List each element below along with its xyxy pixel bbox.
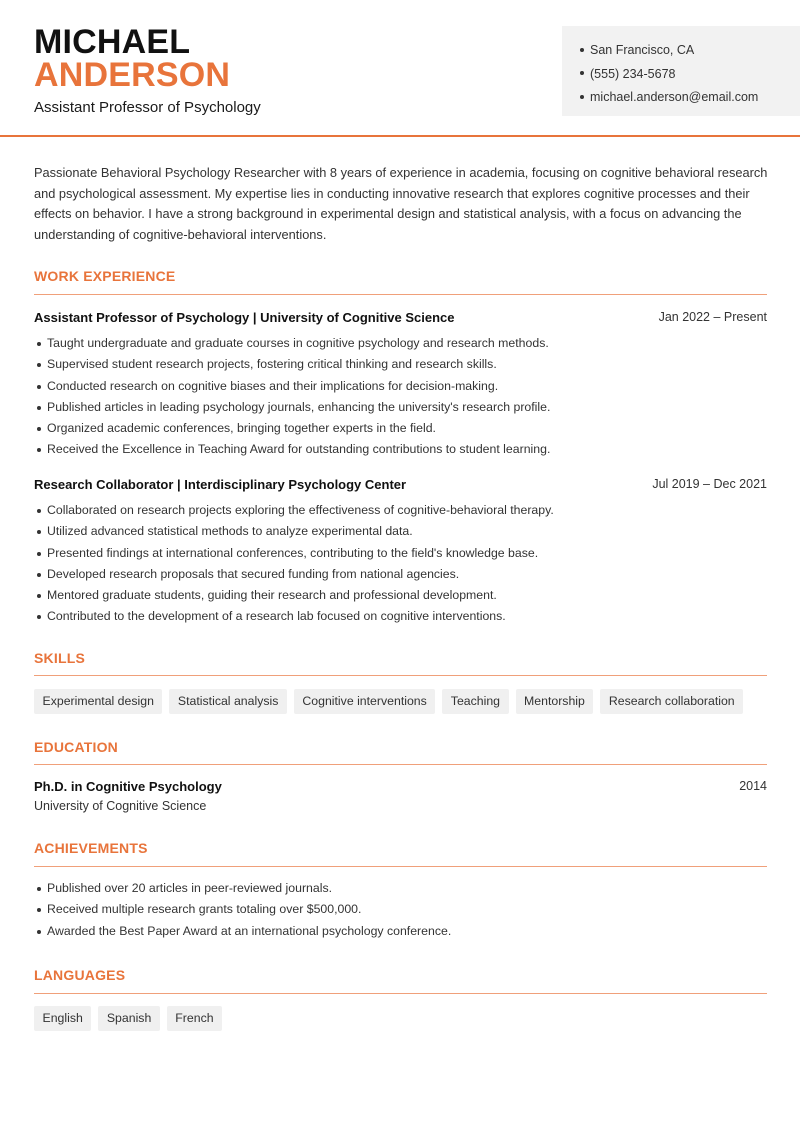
last-name: ANDERSON — [34, 56, 231, 94]
section-divider — [34, 764, 767, 765]
skill-chip: Experimental design — [34, 689, 162, 714]
contact-phone — [580, 63, 800, 87]
list-item: Presented findings at international conferences, contributing to the field's knowledge base. — [34, 543, 767, 564]
contact-location — [580, 39, 800, 63]
skill-chip: Research collaboration — [600, 689, 743, 714]
job-header — [34, 477, 767, 492]
list-item: Supervised student research projects, fostering critical thinking and research skills. — [34, 354, 767, 375]
first-name: MICHAEL — [34, 23, 191, 61]
profile-summary: Passionate Behavioral Psychology Researcher with 8 years of experience in academia, focusing on cognitive behavioral research and psychological assessment. My expertise lies in conducting innovative research that explores cognitive processes and their effects on behavior. I have a strong background in experimental design and statistical analysis, with a focus on advancing the understanding of cognitive-behavioral interventions. — [34, 165, 768, 242]
job-title-company: Assistant Professor of Psychology | University of Cognitive Science — [34, 310, 455, 325]
list-item: Mentored graduate students, guiding their research and professional development. — [34, 585, 767, 606]
bullet-icon — [580, 48, 584, 52]
resume-header — [0, 0, 800, 137]
list-item: Published articles in leading psychology journals, enhancing the university's research profile. — [34, 397, 767, 418]
languages-list — [34, 1006, 222, 1031]
job-bullets — [34, 333, 767, 461]
list-item: Conducted research on cognitive biases and their implications for decision-making. — [34, 376, 767, 397]
section-divider — [34, 675, 767, 676]
education-year: 2014 — [739, 779, 767, 793]
list-item: Received the Excellence in Teaching Award for outstanding contributions to student learning. — [34, 439, 767, 460]
contact-email — [580, 86, 800, 110]
email-text: michael.anderson@email.com — [590, 90, 759, 104]
achievements-list — [34, 878, 767, 942]
section-divider — [34, 866, 767, 867]
job-dates: Jan 2022 – Present — [658, 310, 767, 324]
list-item: Published over 20 articles in peer-reviewed journals. — [34, 878, 767, 899]
list-item: Collaborated on research projects exploring the effectiveness of cognitive-behavioral therapy. — [34, 500, 767, 521]
job-title-company: Research Collaborator | Interdisciplinary Psychology Center — [34, 477, 407, 492]
skill-chip: Mentorship — [516, 689, 594, 714]
job-dates: Jul 2019 – Dec 2021 — [652, 477, 767, 491]
list-item: Developed research proposals that secured funding from national agencies. — [34, 564, 767, 585]
list-item: Received multiple research grants totaling over $500,000. — [34, 899, 767, 920]
job-bullets — [34, 500, 767, 628]
education-degree: Ph.D. in Cognitive Psychology — [34, 779, 222, 794]
list-item: Contributed to the development of a research lab focused on cognitive interventions. — [34, 606, 767, 627]
list-item: Organized academic conferences, bringing together experts in the field. — [34, 418, 767, 439]
language-chip: English — [34, 1006, 91, 1031]
section-title-skills: SKILLS — [34, 650, 85, 666]
education-school: University of Cognitive Science — [34, 799, 207, 813]
skill-chip: Statistical analysis — [169, 689, 286, 714]
section-divider — [34, 993, 767, 994]
section-title-achievements: ACHIEVEMENTS — [34, 840, 148, 856]
section-title-languages: LANGUAGES — [34, 967, 126, 983]
list-item: Awarded the Best Paper Award at an international psychology conference. — [34, 921, 767, 942]
section-divider — [34, 294, 767, 295]
section-title-education: EDUCATION — [34, 739, 118, 755]
location-text: San Francisco, CA — [590, 43, 695, 57]
skill-chip: Teaching — [442, 689, 508, 714]
list-item: Utilized advanced statistical methods to analyze experimental data. — [34, 521, 767, 542]
job-header — [34, 310, 767, 325]
section-title-work: WORK EXPERIENCE — [34, 268, 176, 284]
bullet-icon — [580, 71, 584, 75]
bullet-icon — [580, 95, 584, 99]
phone-text: (555) 234-5678 — [590, 66, 676, 81]
list-item: Taught undergraduate and graduate courses in cognitive psychology and research methods. — [34, 333, 767, 354]
contact-box — [562, 26, 800, 116]
language-chip: Spanish — [98, 1006, 159, 1031]
job-title: Assistant Professor of Psychology — [34, 99, 261, 116]
skills-list — [34, 689, 743, 714]
skill-chip: Cognitive interventions — [294, 689, 435, 714]
language-chip: French — [167, 1006, 222, 1031]
